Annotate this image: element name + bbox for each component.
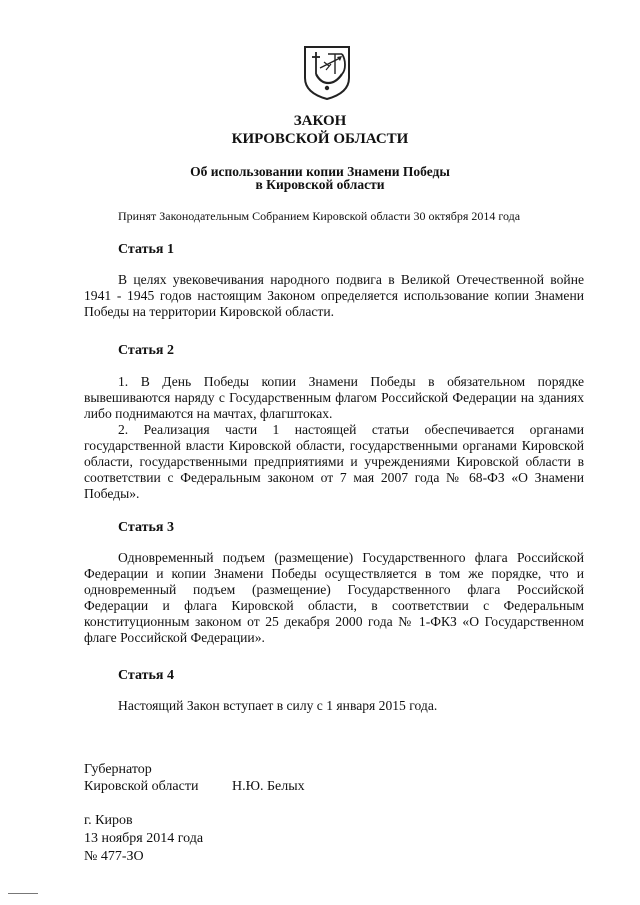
signature-name: Н.Ю. Белых [232, 779, 305, 794]
footer-number: № 477-ЗО [84, 849, 144, 864]
article-4-paragraph: Настоящий Закон вступает в силу с 1 января 2015 года. [118, 698, 438, 713]
article-2-paragraph-1: 1. В День Победы копии Знамени Победы в обязательном порядке вывешиваются наряду с Государственным флагом Российской Федерации на зданиях либо поднимаются на мачтах, флагштоках. [84, 374, 584, 421]
article-3-heading: Статья 3 [118, 520, 174, 535]
law-subtitle-line1: Об использовании копии Знамени Победы [190, 164, 450, 179]
article-2-paragraph-2: 2. Реализация части 1 настоящей статьи обеспечивается органами государственной власти Кировской области, государственными органами Кировской области, государственными предприятиями и учреждениями Кировской области в соответствии с Федеральным законом от 7 мая 2007 года № 68-ФЗ «О Знамени Победы». [84, 422, 584, 501]
law-title-line2: КИРОВСКОЙ ОБЛАСТИ [231, 131, 409, 147]
law-title-line1: ЗАКОН [293, 113, 347, 129]
article-3-paragraph: Одновременный подъем (размещение) Государственного флага Российской Федерации и копии Знамени Победы осуществляется в том же порядке, что и одновременный подъем (размещение) Государственного флага Российской Федерации и флага Кировской области, в соответствии с Федеральным конституционным законом от 25 декабря 2000 года № 1-ФКЗ «О Государственном флаге Российской Федерации». [84, 550, 584, 645]
page-corner-mark [8, 893, 38, 894]
signature-position-line2: Кировской области [84, 779, 199, 794]
article-1-paragraph: В целях увековечивания народного подвига в Великой Отечественной войне 1941 - 1945 годов настоящим Законом определяется использование копии Знамени Победы на территории Кировской области. [84, 272, 584, 319]
article-2-heading: Статья 2 [118, 343, 174, 358]
adoption-note: Принят Законодательным Собранием Кировской области 30 октября 2014 года [118, 209, 521, 223]
footer-city: г. Киров [84, 813, 133, 828]
article-4-heading: Статья 4 [118, 668, 174, 683]
article-1-heading: Статья 1 [118, 242, 174, 257]
kirov-oblast-coat-of-arms-icon [302, 44, 352, 100]
footer-date: 13 ноября 2014 года [84, 831, 204, 846]
law-subtitle-line2: в Кировской области [255, 177, 385, 192]
signature-position-line1: Губернатор [84, 762, 152, 777]
